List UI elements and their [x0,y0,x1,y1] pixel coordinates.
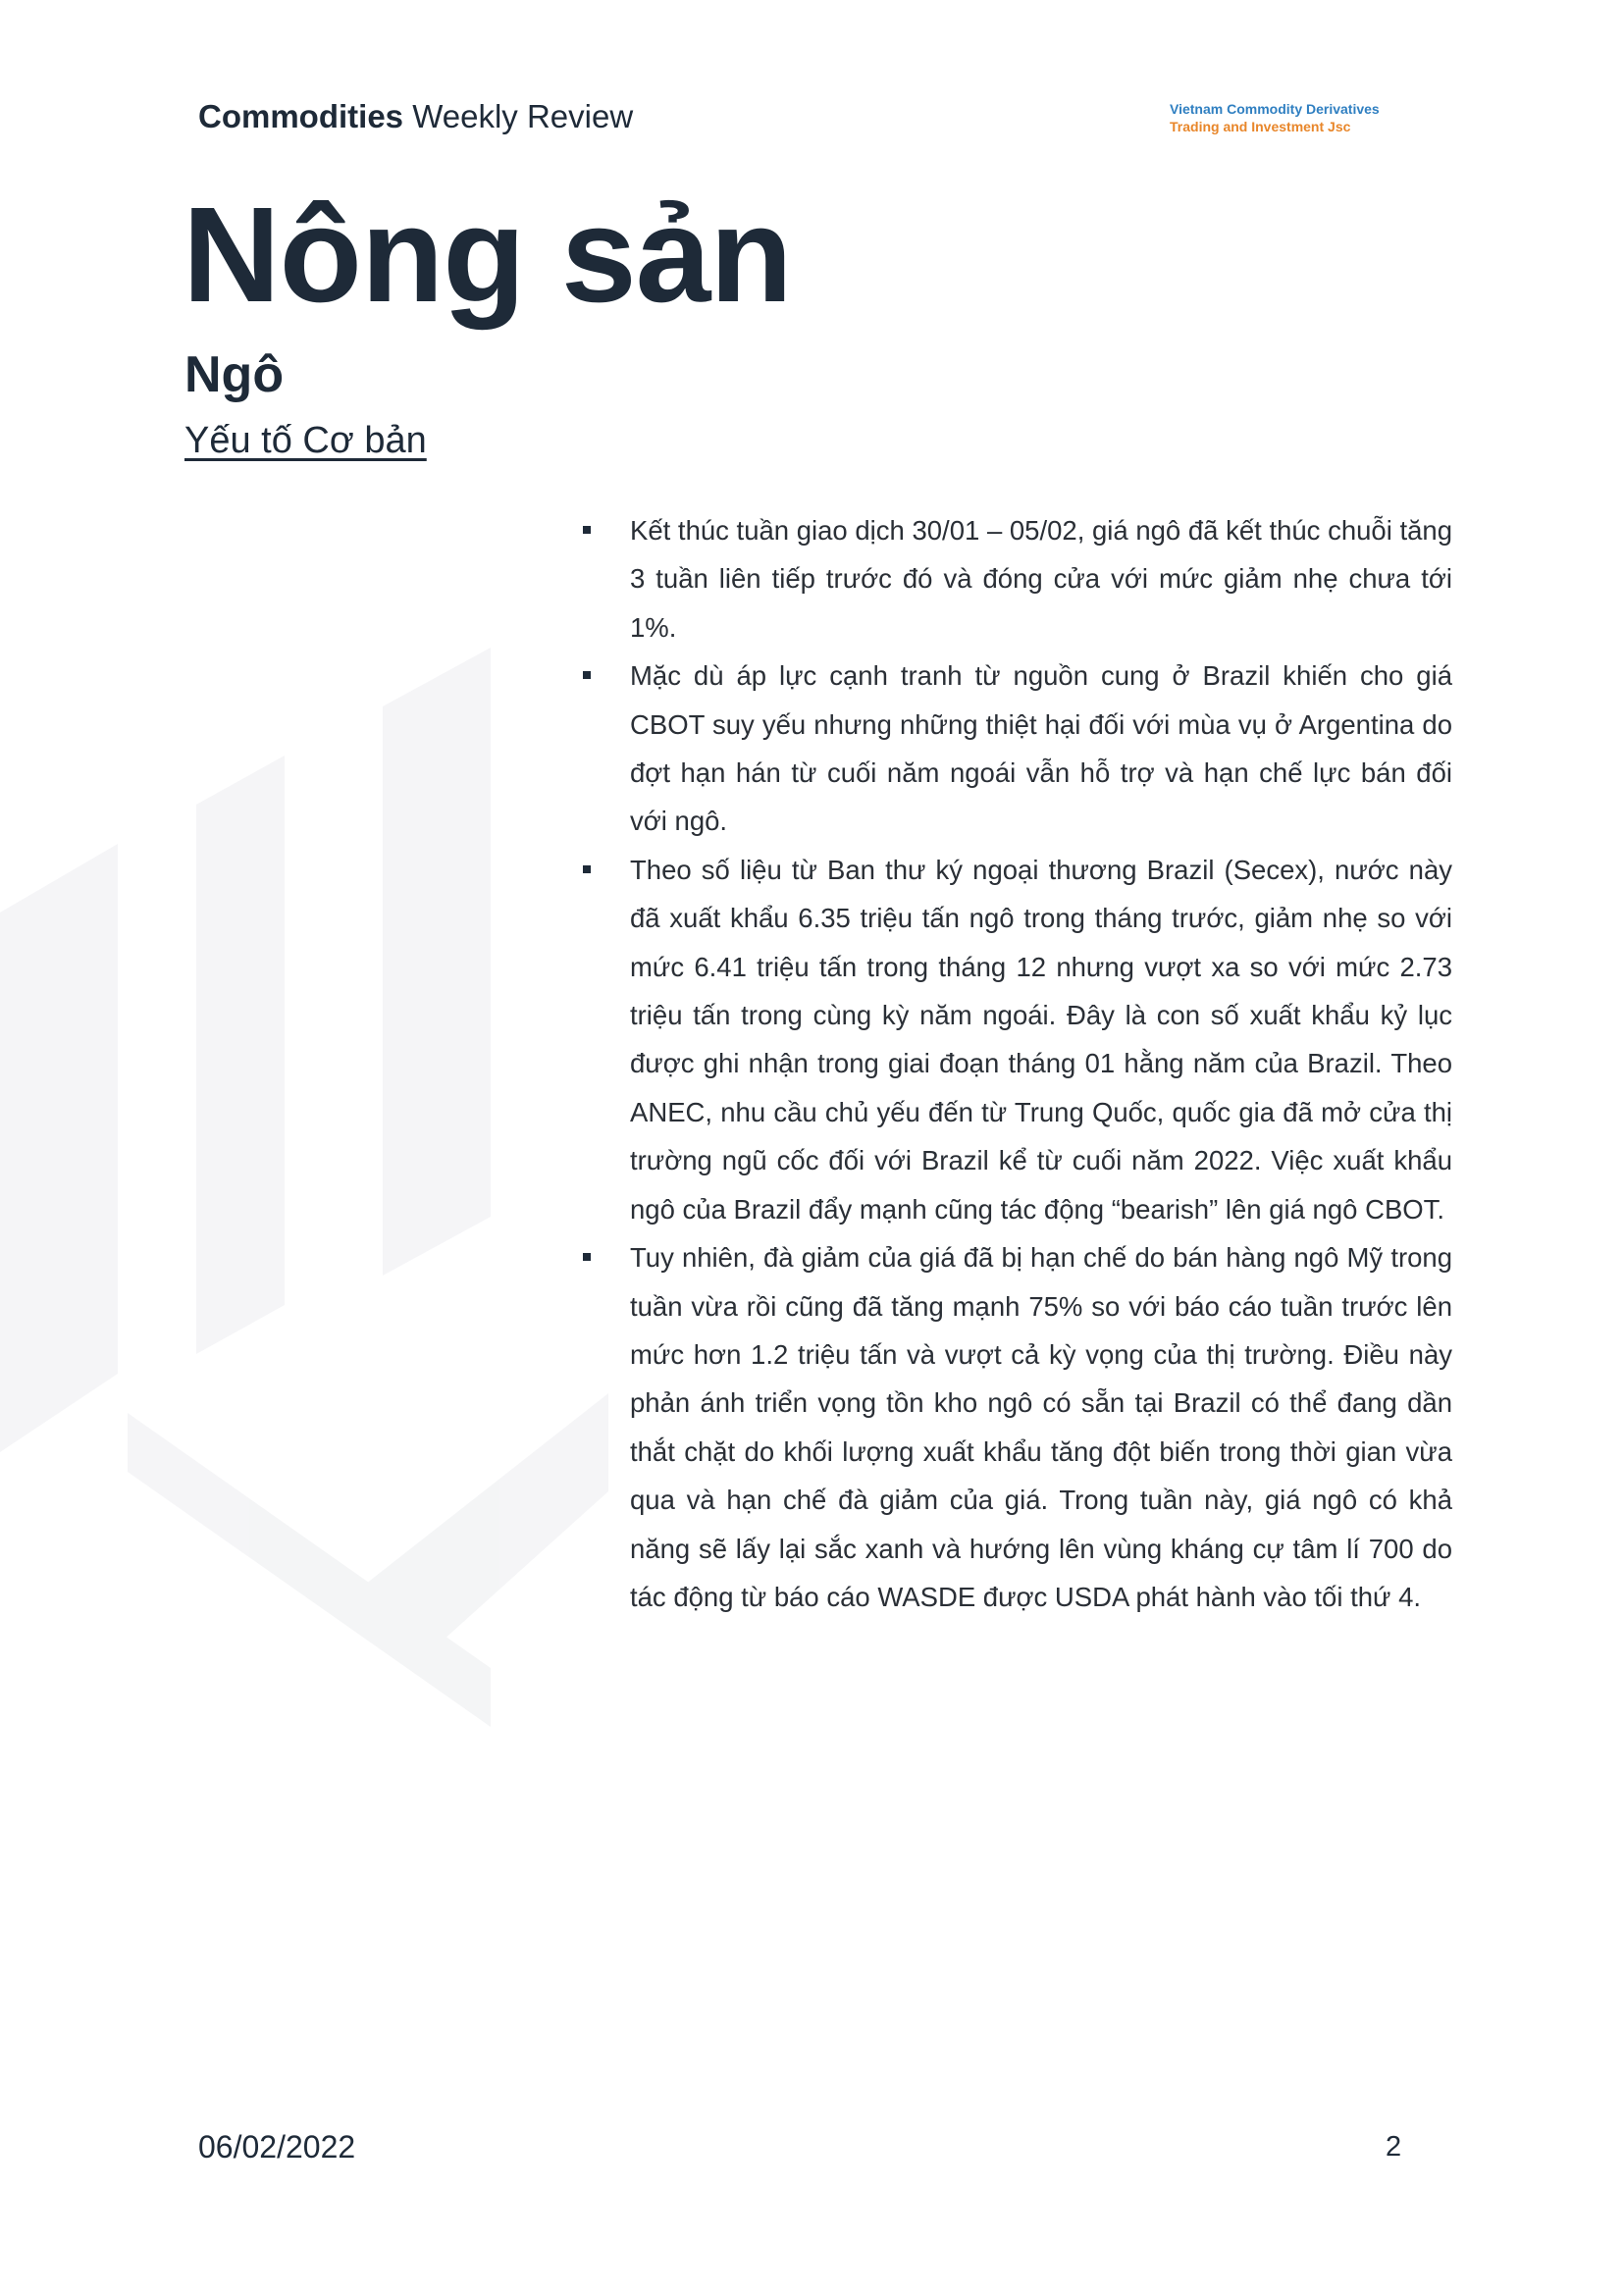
bullet-marker-icon [583,671,591,679]
section-heading: Yếu tố Cơ bản [184,420,427,461]
bullet-item [583,1233,1452,1621]
bullet-text: Kết thúc tuần giao dịch 30/01 – 05/02, giá ngô đã kết thúc chuỗi tăng 3 tuần liên tiếp trước đó và đóng cửa với mức giảm nhẹ chưa tới 1%. [630,515,1452,643]
bullet-item [583,846,1452,1233]
footer-date: 06/02/2022 [198,2129,356,2165]
bullet-text: Mặc dù áp lực cạnh tranh từ nguồn cung ở Brazil khiến cho giá CBOT suy yếu nhưng những thiệt hại đối với mùa vụ ở Argentina do đợt hạn hán từ cuối năm ngoái vẫn hỗ trợ và hạn chế lực bán đối với ngô. [630,660,1452,837]
logo-line-2: Trading and Investment Jsc [1170,119,1351,134]
page-number: 2 [1386,2131,1402,2163]
bullet-item [583,652,1452,846]
bullet-list [583,506,1452,1621]
bullet-text: Theo số liệu từ Ban thư ký ngoại thương Brazil (Secex), nước này đã xuất khẩu 6.35 triệu tấn ngô trong tháng trước, giảm nhẹ so với mức 6.41 triệu tấn trong tháng 12 nhưng vượt xa so với mức 2.73 triệu tấn trong cùng kỳ năm ngoái. Đây là con số xuất khẩu kỷ lục được ghi nhận trong giai đoạn tháng 01 hằng năm của Brazil. Theo ANEC, nhu cầu chủ yếu đến từ Trung Quốc, quốc gia đã mở cửa thị trường ngũ cốc đối với Brazil kể từ cuối năm 2022. Việc xuất khẩu ngô của Brazil đẩy mạnh cũng tác động “bearish” lên giá ngô CBOT. [630,854,1452,1225]
header-rest: Weekly Review [403,98,634,134]
report-header [198,98,633,135]
page-subtitle: Ngô [184,346,285,403]
company-logo [1170,100,1380,135]
bullet-text: Tuy nhiên, đà giảm của giá đã bị hạn chế do bán hàng ngô Mỹ trong tuần vừa rồi cũng đã tăng mạnh 75% so với báo cáo tuần trước lên mức hơn 1.2 triệu tấn và vượt cả kỳ vọng của thị trường. Điều này phản ánh triển vọng tồn kho ngô có sẵn tại Brazil có thể đang dần thắt chặt do khối lượng xuất khẩu tăng đột biến trong thời gian vừa qua và hạn chế đà giảm của giá. Trong tuần này, giá ngô có khả năng sẽ lấy lại sắc xanh và hướng lên vùng kháng cự tâm lí 700 do tác động từ báo cáo WASDE được USDA phát hành vào tối thứ 4. [630,1242,1452,1612]
header-strong: Commodities [198,98,404,134]
page-title: Nông sản [183,180,792,331]
bullet-item [583,506,1452,652]
bullet-marker-icon [583,865,591,873]
logo-line-1: Vietnam Commodity Derivatives [1170,101,1380,117]
bullet-marker-icon [583,1253,591,1261]
bullet-marker-icon [583,526,591,534]
